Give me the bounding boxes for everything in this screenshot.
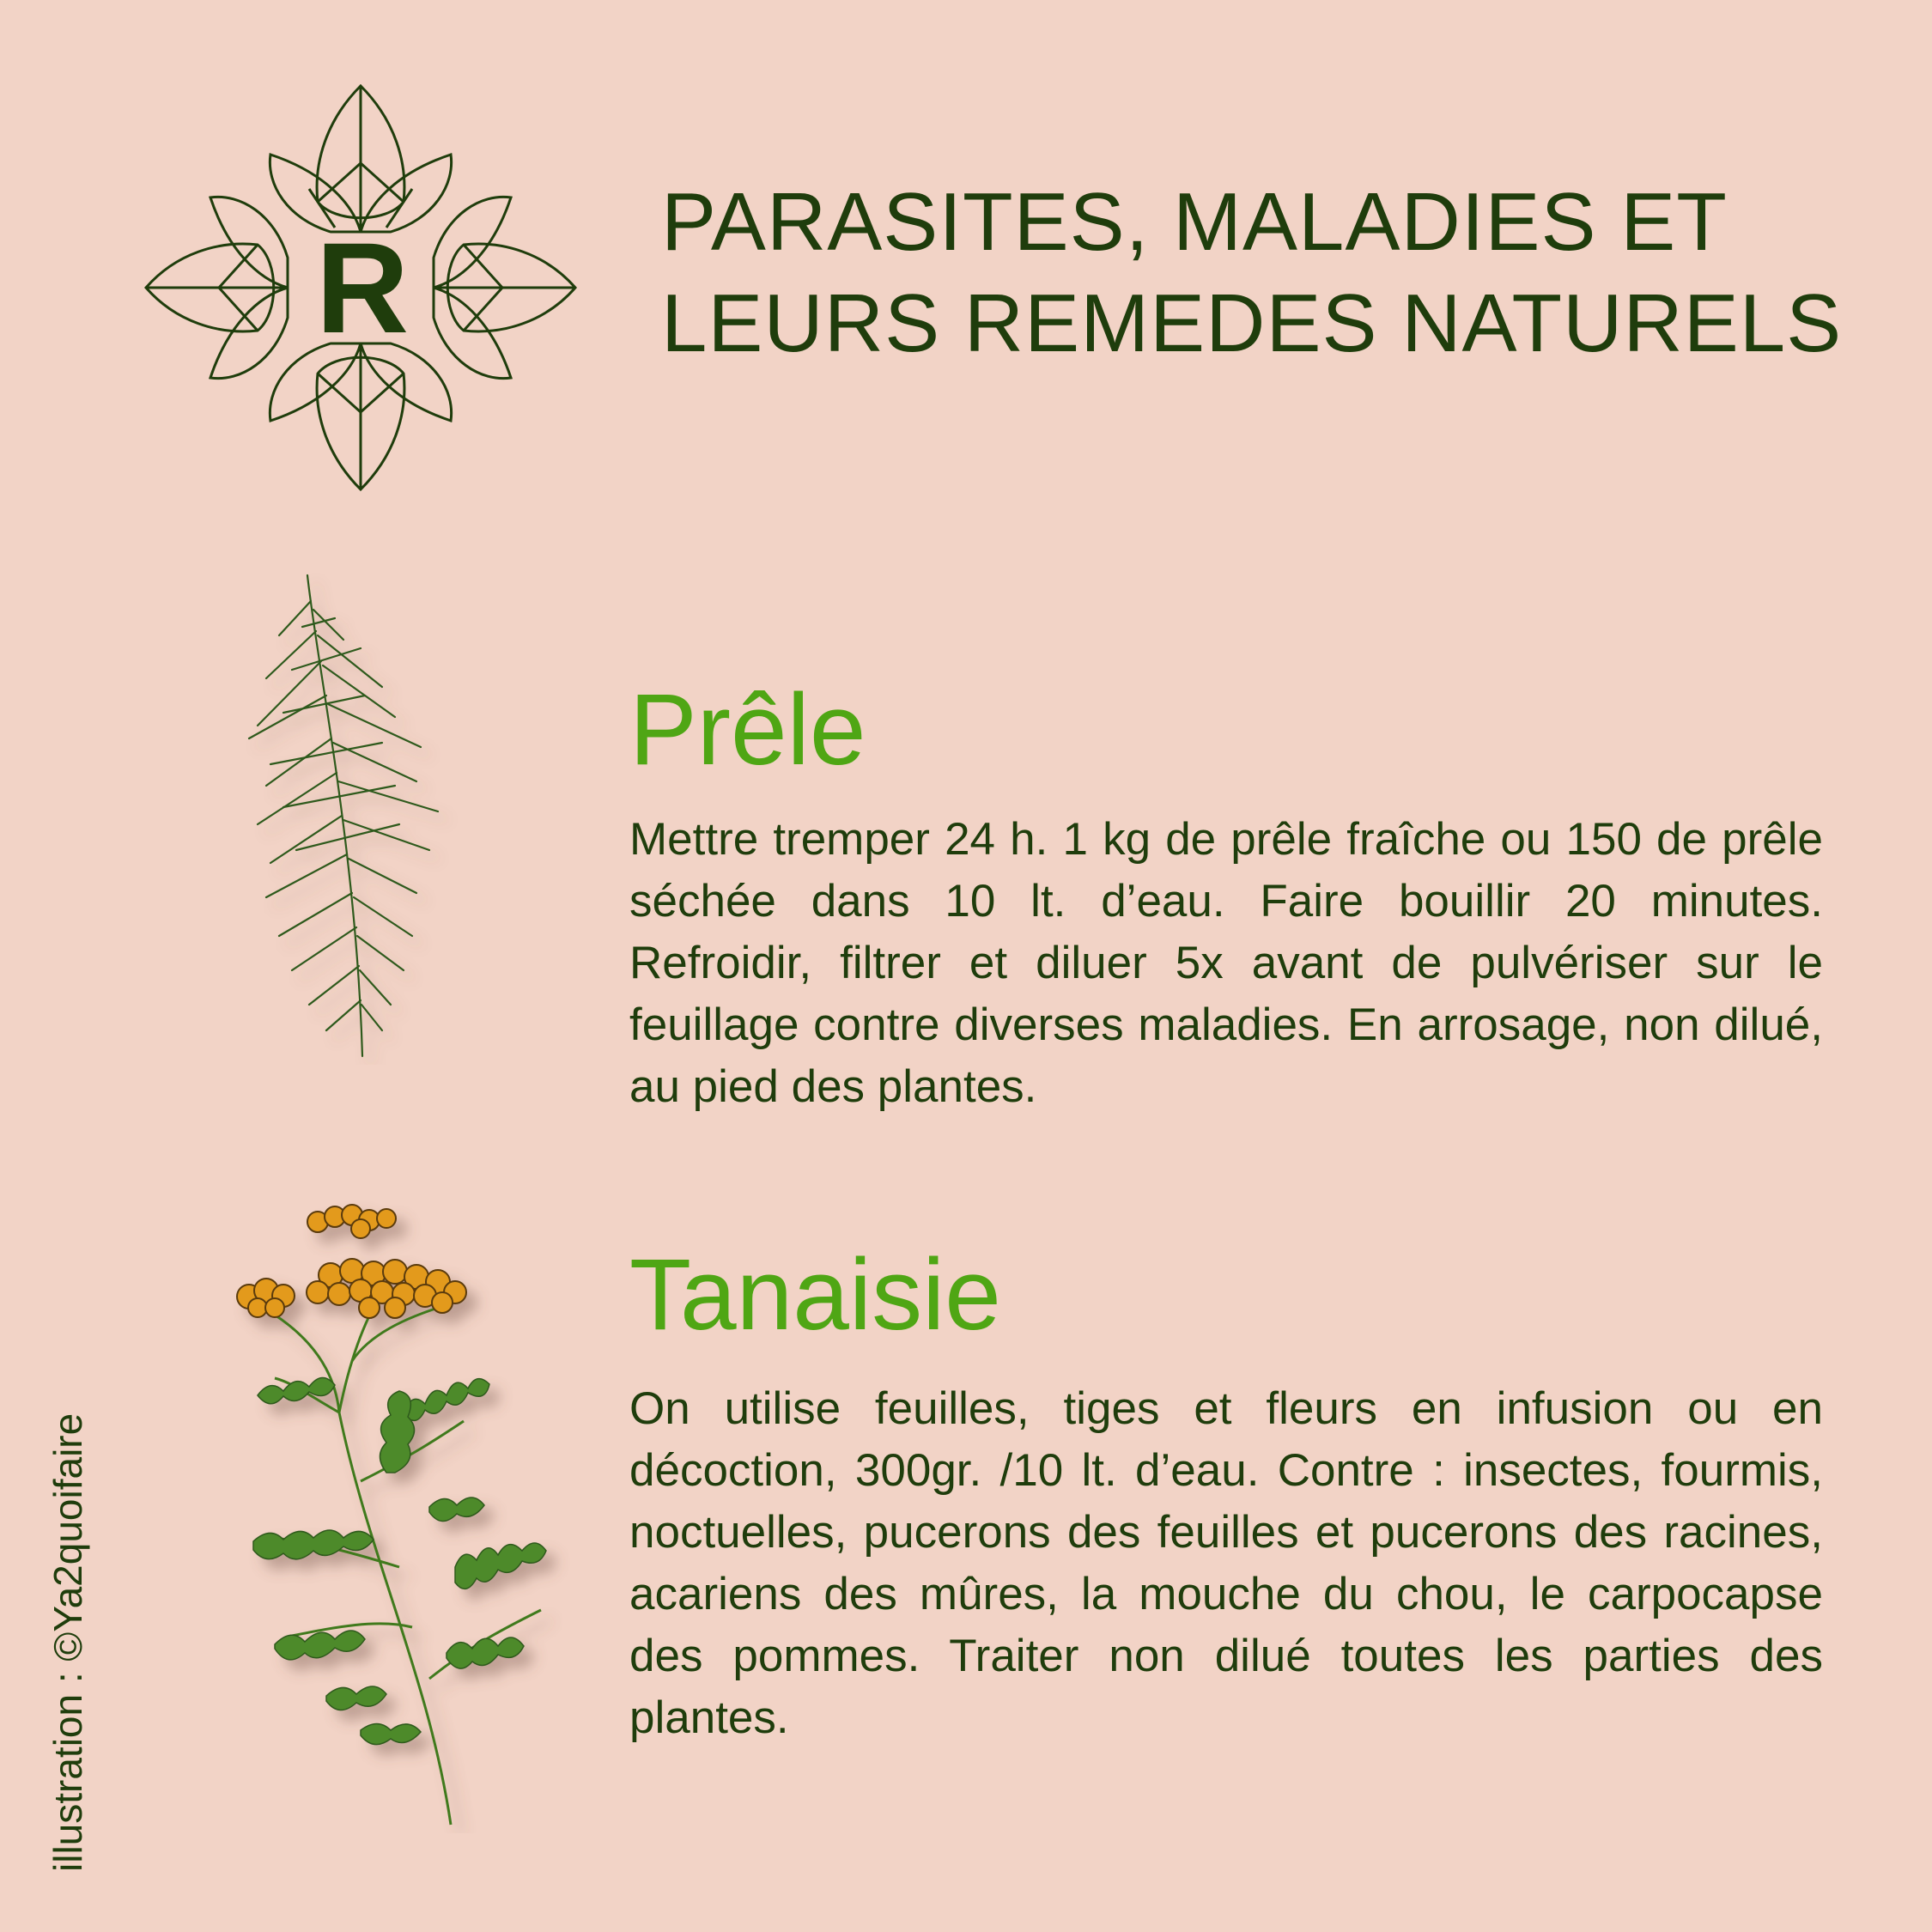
logo-letter: R [315,216,410,360]
illustration-credit: illustration : ©Ya2quoifaire [46,1413,90,1872]
page-title [661,172,1846,374]
title-line-2: LEURS REMEDES NATURELS [661,277,1843,369]
horsetail-plant-icon [232,567,472,1065]
section-heading-prele: Prêle [629,673,866,787]
section-body-prele: Mettre tremper 24 h. 1 kg de prêle fraîche ou 150 de prêle séchée dans 10 lt. d’eau. Faire bouillir 20 minutes. Refroidir, filtrer et diluer 5x avant de pulvériser sur le feuillage contre diverses maladies. En arrosage, non dilué, au pied des plantes. [629,814,1823,1112]
section-heading-tanaisie: Tanaisie [629,1238,1001,1352]
tansy-plant-icon [232,1198,575,1833]
logo-emblem [137,82,584,494]
section-body-tanaisie: On utilise feuilles, tiges et fleurs en infusion ou en décoction, 300gr. /10 lt. d’eau. Contre : insectes, fourmis, noctuelles, pucerons des feuilles et pucerons des racines, acariens des mûres, la mouche du chou, le carpocapse des pommes. Traiter non dilué toutes les parties des plantes. [629,1383,1823,1743]
title-line-1: PARASITES, MALADIES ET [661,176,1728,268]
